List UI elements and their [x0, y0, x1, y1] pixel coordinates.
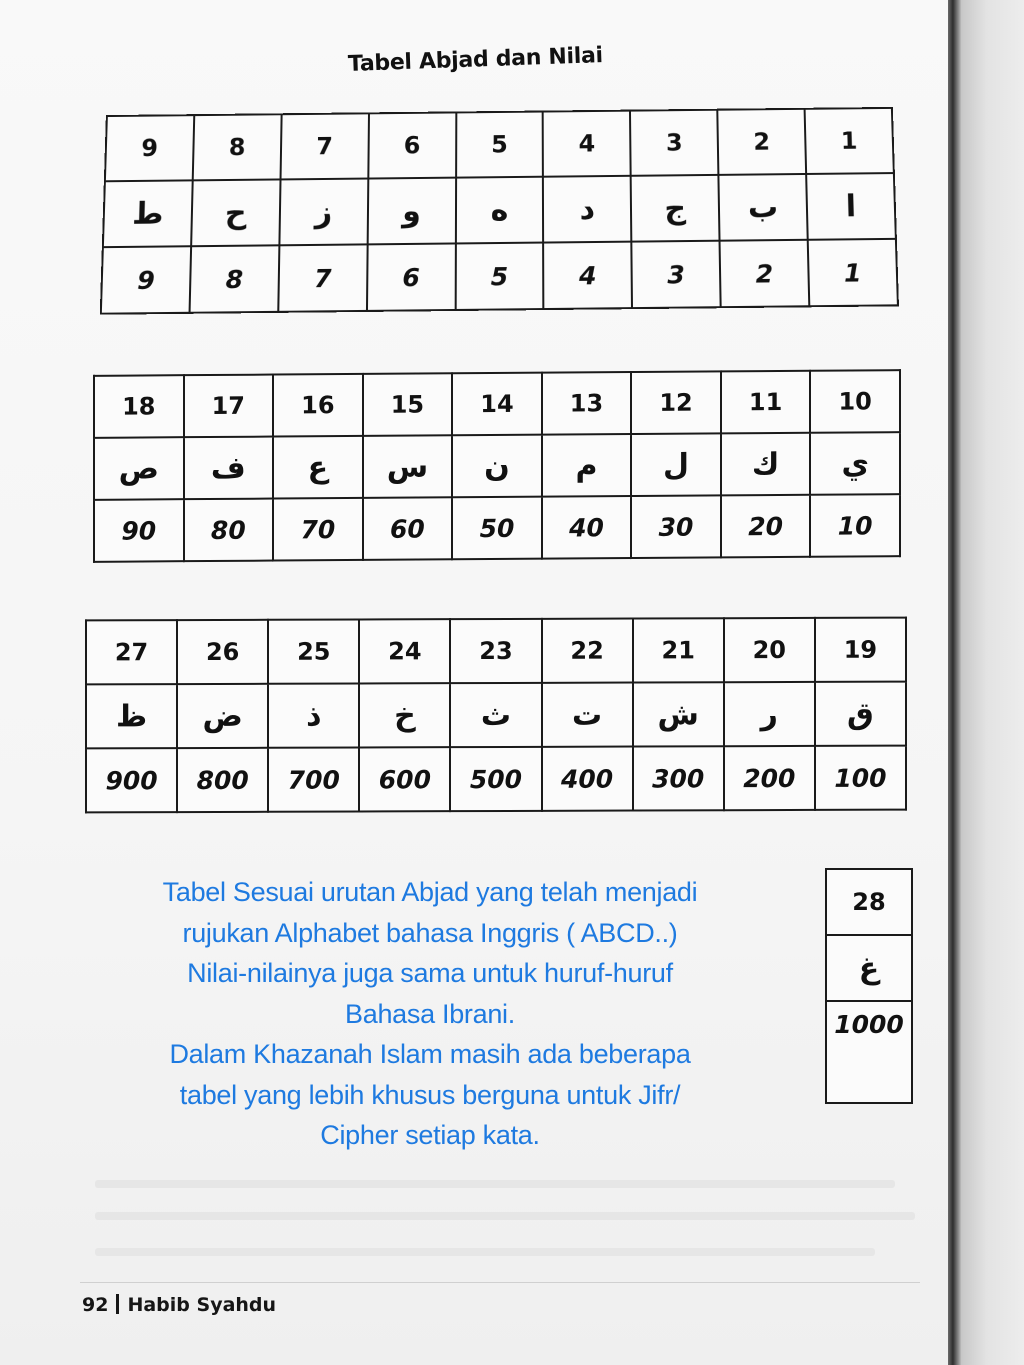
note-line: Dalam Khazanah Islam masih ada beberapa — [169, 1039, 691, 1069]
order-cell: 12 — [631, 371, 721, 434]
letter-cell: ف — [184, 437, 274, 500]
letter-row — [94, 432, 900, 500]
value-cell: 200 — [724, 746, 815, 810]
faint-bleed-text — [95, 1212, 915, 1220]
footer-separator — [116, 1294, 119, 1314]
letter-cell: ذ — [268, 683, 359, 747]
abjad-table-2 — [93, 369, 901, 563]
order-cell: 14 — [452, 373, 542, 436]
value-cell: 1000 — [826, 1001, 912, 1103]
value-cell: 5 — [455, 243, 544, 310]
order-cell: 10 — [810, 370, 900, 433]
author-name: Habib Syahdu — [127, 1294, 277, 1316]
page-title: Tabel Abjad dan Nilai — [347, 43, 604, 77]
value-cell: 400 — [542, 747, 633, 811]
abjad-table-3 — [85, 617, 907, 814]
letter-cell: ن — [452, 435, 542, 498]
letter-cell: ي — [810, 432, 900, 495]
letter-cell: ع — [273, 436, 363, 499]
value-cell: 30 — [631, 495, 721, 558]
value-cell: 10 — [810, 494, 900, 557]
order-cell: 7 — [280, 113, 368, 179]
value-row — [86, 746, 906, 813]
note-line: Bahasa Ibrani. — [345, 998, 515, 1029]
letter-cell: ا — [806, 173, 896, 240]
letter-cell: ك — [721, 433, 811, 496]
value-row — [101, 239, 898, 314]
order-row — [94, 370, 900, 438]
order-cell: 4 — [543, 111, 631, 177]
letter-cell: ث — [450, 683, 541, 747]
order-cell: 28 — [826, 869, 912, 935]
note-line: Tabel Sesuai urutan Abjad yang telah menjadi — [162, 877, 698, 907]
letter-cell: ص — [94, 437, 184, 500]
letter-cell: ق — [815, 682, 906, 746]
note-line: rujukan Alphabet bahasa Inggris ( ABCD..) — [182, 917, 678, 948]
letter-cell: و — [367, 178, 455, 245]
letter-cell: ت — [542, 683, 633, 747]
value-row — [94, 494, 900, 562]
letter-cell: م — [542, 434, 632, 497]
value-cell: 1 — [808, 239, 898, 306]
letter-cell: ط — [103, 180, 193, 247]
value-cell: 80 — [184, 499, 274, 562]
value-row — [826, 1001, 912, 1103]
value-cell: 100 — [815, 746, 906, 810]
letter-cell: س — [363, 435, 453, 498]
order-cell: 9 — [105, 115, 194, 181]
value-cell: 40 — [542, 496, 632, 559]
footer-divider — [80, 1282, 920, 1283]
value-cell: 700 — [268, 747, 359, 811]
adjacent-page-edge — [962, 0, 1024, 1365]
value-cell: 60 — [363, 497, 453, 560]
value-cell: 70 — [273, 498, 363, 561]
value-cell: 9 — [101, 246, 191, 313]
order-cell: 2 — [717, 109, 806, 175]
order-cell: 16 — [273, 374, 363, 437]
value-cell: 300 — [633, 746, 724, 810]
value-cell: 90 — [94, 499, 184, 562]
letter-row — [103, 173, 896, 247]
value-cell: 2 — [720, 240, 810, 307]
page-footer — [82, 1294, 276, 1316]
note-line: Nilai-nilainya juga sama untuk huruf-huruf — [187, 958, 673, 988]
value-cell: 600 — [359, 747, 450, 811]
order-cell: 22 — [542, 619, 633, 683]
abjad-table-4 — [825, 868, 913, 1104]
order-cell: 21 — [633, 618, 724, 682]
order-cell: 18 — [94, 375, 184, 438]
value-cell: 7 — [278, 244, 367, 311]
letter-cell: ز — [279, 179, 368, 246]
order-cell: 6 — [368, 112, 456, 178]
letter-cell: ل — [631, 433, 721, 496]
value-cell: 3 — [632, 241, 721, 308]
letter-cell: ج — [631, 175, 720, 242]
letter-row — [86, 682, 906, 749]
letter-cell: ب — [719, 174, 808, 241]
order-cell: 1 — [805, 108, 894, 174]
order-cell: 20 — [724, 618, 815, 682]
book-spine — [948, 0, 962, 1365]
order-cell: 11 — [721, 371, 811, 434]
faint-bleed-text — [95, 1248, 875, 1256]
letter-cell: ح — [191, 179, 280, 246]
letter-row — [826, 935, 912, 1001]
order-row — [826, 869, 912, 935]
annotation-note — [70, 872, 790, 1156]
letter-cell: د — [543, 176, 631, 243]
order-cell: 25 — [268, 619, 359, 683]
letter-cell: خ — [359, 683, 450, 747]
order-cell: 26 — [177, 620, 268, 684]
letter-cell: ظ — [86, 684, 177, 748]
order-cell: 3 — [630, 110, 718, 176]
letter-cell: ض — [177, 684, 268, 748]
abjad-table-1 — [100, 107, 899, 315]
order-cell: 15 — [363, 373, 453, 436]
letter-cell: ر — [724, 682, 815, 746]
order-cell: 23 — [450, 619, 541, 683]
value-cell: 4 — [543, 242, 632, 309]
order-cell: 8 — [193, 114, 282, 180]
order-cell: 19 — [815, 618, 906, 682]
note-line: tabel yang lebih khusus berguna untuk Jifr/ — [179, 1079, 681, 1110]
order-cell: 24 — [359, 619, 450, 683]
value-cell: 8 — [189, 245, 279, 312]
faint-bleed-text — [95, 1180, 895, 1188]
order-row — [86, 618, 906, 685]
note-line: Cipher setiap kata. — [320, 1120, 540, 1150]
value-cell: 800 — [177, 748, 268, 812]
value-cell: 20 — [721, 495, 811, 558]
order-cell: 13 — [542, 372, 632, 435]
value-cell: 50 — [452, 497, 542, 560]
order-cell: 27 — [86, 620, 177, 684]
letter-cell: ش — [633, 682, 724, 746]
letter-cell: ه — [455, 177, 543, 244]
value-cell: 500 — [450, 747, 541, 811]
letter-cell: غ — [826, 935, 912, 1001]
order-row — [105, 108, 894, 181]
page-number: 92 — [82, 1294, 109, 1316]
order-cell: 17 — [184, 375, 274, 438]
order-cell: 5 — [456, 112, 544, 178]
value-cell: 900 — [86, 748, 177, 812]
value-cell: 6 — [367, 243, 456, 310]
